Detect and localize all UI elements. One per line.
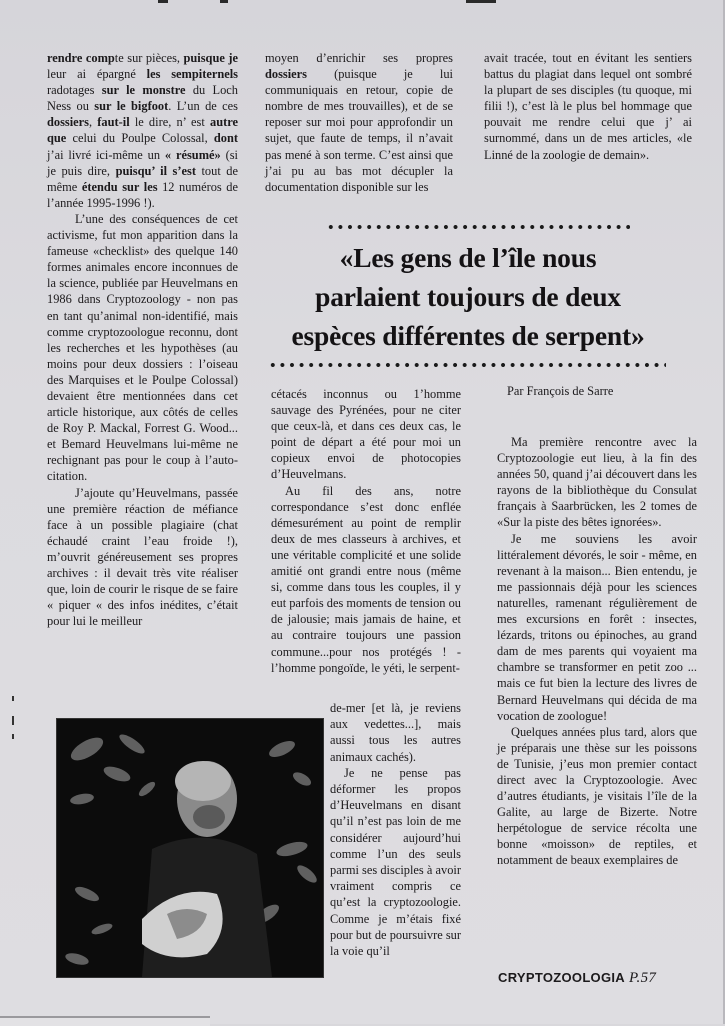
author-byline: Par François de Sarre [507, 384, 614, 398]
headline-line: «Les gens de l’île nous [339, 242, 597, 273]
article-headline [258, 238, 678, 355]
headline-line: espèces différentes de serpent» [291, 320, 645, 351]
column-4 [271, 386, 461, 676]
paragraph: Je me souviens les avoir littéralement dévorés, le soir - même, en revenant à la maison... Bien entendu, je me passionnais déjà pour les sciences naturelles, ramenant régulièrement de mes excursions en forêt : insectes, lézards, tritons ou épinoches, au grand dam de mes parents qui voyaient ma chambre se transformer en petit zoo ... mais ce fut bien la lecture des livres de Bernard Heuvelmans qui décida de ma vocation de zoologue! [497, 531, 697, 723]
paragraph: rendre compte sur pièces, puisque je leur ai épargné les sempiternels radotages sur le monstre du Loch Ness ou sur le bigfoot. L’un de ces dossiers, faut-il le dire, n’ est autre que celui du Poulpe Colossal, dont j’ai livré ici-même un « résumé» (si je puis dire, puisqu’ il s’est tout de même étendu sur les 12 numéros de l’année 1995-1996 !). [47, 51, 238, 210]
column-3 [484, 50, 692, 163]
dotted-rule-top [326, 224, 630, 230]
top-edge-marks [150, 0, 510, 6]
paragraph: avait tracée, tout en évitant les sentiers battus du plagiat dans lequel ont sombré la plupart de ses disciples (tu quoque, mi filii !), c’est là le plus bel hommage que pouvait me rendre celui que j’ ai surnommé, dans un de mes articles, «le Linné de la zoologie de demain». [484, 51, 692, 162]
column-1 [47, 50, 238, 629]
magazine-name: CRYPTOZOOLOGIA [498, 970, 625, 985]
column-2 [265, 50, 453, 195]
dotted-rule-bottom [268, 362, 666, 368]
paragraph: moyen d’enrichir ses propres dossiers (puisque je lui communiquais en retour, copie de nombre de mes trouvailles), et de se reposer sur moi pour approfondir un sujet, que faute de temps, il n’avait pas mené à son terme. C’est ainsi que j’ai pu au bas mot décupler la documentation disponible sur les [265, 51, 453, 194]
portrait-photo [56, 718, 324, 978]
paragraph: J’ajoute qu’Heuvelmans, passée une première réaction de méfiance face à un possible plagiaire (chat échaudé craint l’eau froide !), m’ouvrit généreusement ses propres archives : il devait très vite réaliser que, loin de courir le risque de se faire « piquer « des infos inédites, c’était pour lui le meilleur [47, 485, 238, 629]
paragraph: Je ne pense pas déformer les propos d’Heuvelmans en disant qu’il n’est pas loin de me considérer aujourd’hui comme l’un des seuls parmi ses disciples à avoir vraiment compris ce qu’est la cryptozoologie. Comme je m’étais fixé pour but de poursuivre sur la voie qu’il [330, 765, 461, 959]
margin-marks [10, 696, 16, 740]
headline-line: parlaient toujours de deux [315, 281, 621, 312]
paragraph: L’une des conséquences de cet activisme, fut mon apparition dans la fameuse «checklist» des quelque 140 formes animales encore inconnues de la science, publiée par Heuvelmans en 1986 dans Cryptozoology - non pas en tant qu’animal non-identifié, mais comme cryptozoologue reconnu, dont les recherches et les hypothèses (au moins pour deux dossiers : l’oiseau des Marquises et le Poulpe Colossal) devaient être mentionnées dans cet article historique, aux côtés de celles de Roy P. Mackal, Forrest G. Wood... et Bemard Heuvelmans lui-même ne rechignant pas pour le coup à l’auto-citation. [47, 211, 238, 484]
paragraph: cétacés inconnus ou 1’homme sauvage des Pyrénées, pour ne citer que ceux-là, et dans ces deux cas, le point de départ a été pour moi un copieux envoi de photocopies d’Heuvelmans. [271, 387, 461, 482]
paragraph: Au fil des ans, notre correspondance s’est donc enflée démesurément au point de remplir deux de mes classeurs à archives, et une véritable complicité et une solide amitié ont grandi entre nous (même si, comme dans tous les couples, il y eut parfois des moments de tension ou de jalousie; mais jamais de haine, et au contraire toujours une passion commune...pour nos protégés ! - l’homme pongoïde, le yéti, le serpent- [271, 483, 461, 675]
page-footer [498, 970, 656, 987]
column-5 [497, 434, 697, 869]
bottom-edge [0, 1016, 210, 1026]
column-4-continued [330, 700, 461, 959]
paragraph: Quelques années plus tard, alors que je préparais une thèse sur les poissons de Tunisie, j’eus mon premier contact direct avec la Cryptozoologie. Avec d’autres étudiants, je visitais l’île de la Galite, au large de Bizerte. Notre herpétologue de service récolta une bonne «moisson» de reptiles, et notamment de beaux exemplaires de [497, 724, 697, 868]
photo-image [57, 719, 323, 977]
paragraph: Ma première rencontre avec la Cryptozoologie eut lieu, à la fin des années 50, quand j’ai découvert dans les rayons de la bibliothèque du Consulat français à Saarbrücken, les 2 tomes de «Sur la piste des bêtes ignorées». [497, 435, 697, 530]
page-number: P.57 [628, 970, 657, 986]
paragraph: de-mer [et là, je reviens aux vedettes...], mais aussi tous les autres animaux cachés). [330, 701, 461, 764]
